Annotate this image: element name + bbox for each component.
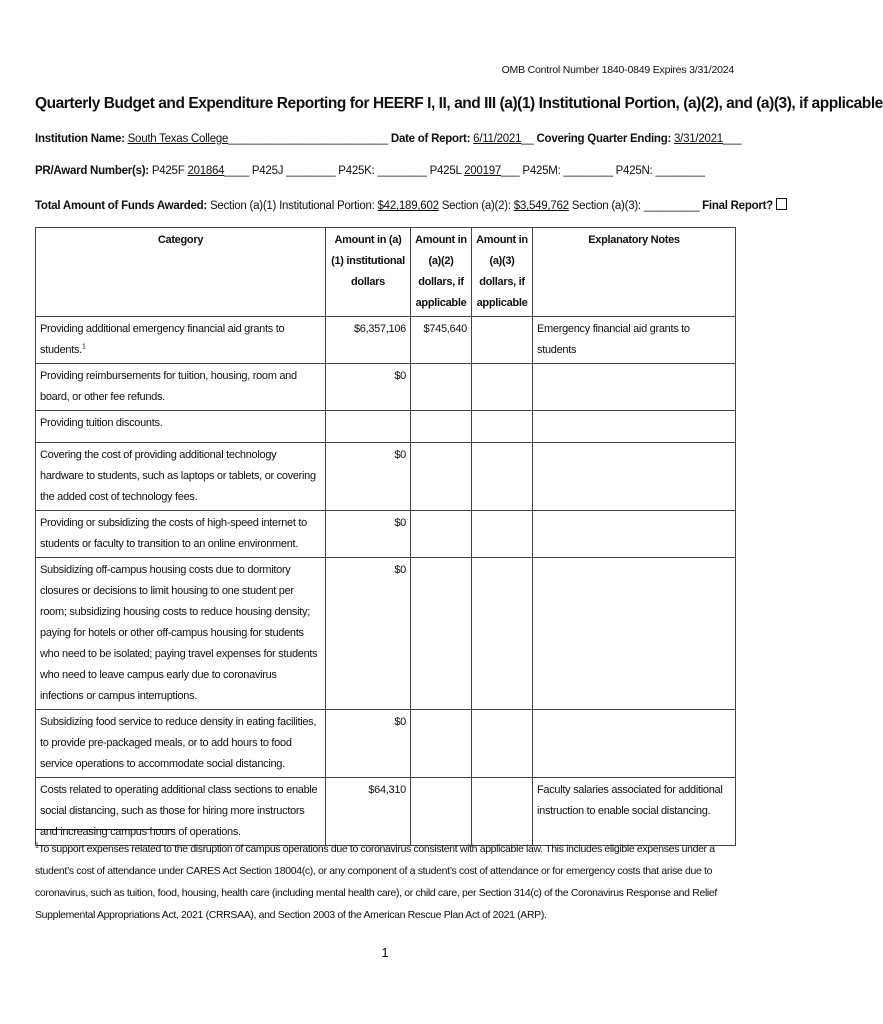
a3-section-blank: _________ bbox=[643, 200, 700, 212]
footnote-divider bbox=[35, 829, 175, 830]
institution-label: Institution Name: bbox=[35, 133, 125, 145]
amount-a3-cell bbox=[472, 778, 533, 846]
covering-quarter-value: 3/31/2021 bbox=[674, 133, 723, 145]
covering-quarter-label: Covering Quarter Ending: bbox=[536, 133, 672, 145]
a3-section-label: Section (a)(3): bbox=[571, 200, 641, 212]
budget-table bbox=[35, 227, 736, 846]
table-row bbox=[36, 317, 736, 364]
amount-a1-cell: $64,310 bbox=[326, 778, 411, 846]
amount-a2-cell bbox=[411, 364, 472, 411]
a1-section-value: $42,189,602 bbox=[377, 200, 439, 212]
notes-cell bbox=[533, 443, 736, 511]
amount-a1-cell: $0 bbox=[326, 710, 411, 778]
amount-a2-cell bbox=[411, 710, 472, 778]
amount-a3-cell bbox=[472, 364, 533, 411]
page-title: Quarterly Budget and Expenditure Reporting for HEERF I, II, and III (a)(1) Institutional Portion, (a)(2), and (a)(3), if applicable bbox=[35, 95, 883, 112]
amount-a2-cell bbox=[411, 511, 472, 558]
institution-line bbox=[35, 133, 741, 145]
omb-control-number: OMB Control Number 1840-0849 Expires 3/31/2024 bbox=[501, 64, 734, 76]
category-cell: Covering the cost of providing additional technology hardware to students, such as laptops or tablets, or covering the added cost of technology fees. bbox=[36, 443, 326, 511]
category-cell: Subsidizing off-campus housing costs due to dormitory closures or decisions to limit housing to one student per room; subsidizing housing costs to reduce housing density; paying for hotels or other off-campus housing for students who need to be isolated; paying travel expenses for students who need to leave campus early due to coronavirus infections or campus interruptions. bbox=[36, 558, 326, 710]
p425f-label: P425F bbox=[151, 165, 185, 177]
page-number: 1 bbox=[381, 945, 389, 960]
date-of-report-label: Date of Report: bbox=[390, 133, 471, 145]
category-cell: Costs related to operating additional class sections to enable social distancing, such as those for hiring more instructors and increasing campus hours of operations. bbox=[36, 778, 326, 846]
notes-cell: Faculty salaries associated for additional instruction to enable social distancing. bbox=[533, 778, 736, 846]
p425f-blank: ____ bbox=[224, 165, 249, 177]
p425l-label: P425L bbox=[429, 165, 462, 177]
header-amount-a3: Amount in (a)(3) dollars, if applicable bbox=[472, 228, 533, 317]
category-cell: Providing or subsidizing the costs of high-speed internet to students or faculty to transition to an online environment. bbox=[36, 511, 326, 558]
header-category: Category bbox=[36, 228, 326, 317]
p425l-value: 200197 bbox=[464, 165, 502, 177]
award-number-line bbox=[35, 165, 705, 177]
date-of-report-value: 6/11/2021 bbox=[473, 133, 522, 145]
amount-a2-cell: $745,640 bbox=[411, 317, 472, 364]
category-cell bbox=[36, 317, 326, 364]
table-row bbox=[36, 364, 736, 411]
p425m-label: P425M: bbox=[522, 165, 561, 177]
category-text: Providing additional emergency financial aid grants to students. bbox=[40, 323, 285, 356]
a2-section-value: $3,549,762 bbox=[513, 200, 569, 212]
amount-a3-cell bbox=[472, 317, 533, 364]
category-cell: Subsidizing food service to reduce density in eating facilities, to provide pre-packaged meals, or to add hours to food service operations to accommodate social distancing. bbox=[36, 710, 326, 778]
amount-a1-cell: $0 bbox=[326, 443, 411, 511]
p425j-blank: ________ bbox=[286, 165, 336, 177]
amount-a3-cell bbox=[472, 511, 533, 558]
amount-a3-cell bbox=[472, 411, 533, 443]
institution-blank: __________________________ bbox=[228, 133, 388, 145]
institution-value: South Texas College bbox=[127, 133, 229, 145]
amount-a2-cell bbox=[411, 411, 472, 443]
pr-award-label: PR/Award Number(s): bbox=[35, 165, 149, 177]
p425k-label: P425K: bbox=[338, 165, 375, 177]
notes-cell bbox=[533, 364, 736, 411]
notes-cell bbox=[533, 710, 736, 778]
p425f-value: 201864 bbox=[187, 165, 225, 177]
amount-a3-cell bbox=[472, 558, 533, 710]
amount-a1-cell: $0 bbox=[326, 558, 411, 710]
amount-a1-cell: $0 bbox=[326, 511, 411, 558]
footnote-ref: 1 bbox=[81, 343, 86, 351]
table-row bbox=[36, 710, 736, 778]
p425n-blank: ________ bbox=[655, 165, 705, 177]
total-funds-line bbox=[35, 198, 787, 212]
header-explanatory-notes: Explanatory Notes bbox=[533, 228, 736, 317]
amount-a2-cell bbox=[411, 778, 472, 846]
p425m-blank: ________ bbox=[563, 165, 613, 177]
notes-cell bbox=[533, 511, 736, 558]
table-row bbox=[36, 558, 736, 710]
date-blank: __ bbox=[521, 133, 534, 145]
final-report-checkbox[interactable] bbox=[776, 198, 787, 210]
header-amount-a1: Amount in (a)(1) institutional dollars bbox=[326, 228, 411, 317]
p425j-label: P425J bbox=[251, 165, 284, 177]
a1-section-label: Section (a)(1) Institutional Portion: bbox=[209, 200, 375, 212]
amount-a3-cell bbox=[472, 443, 533, 511]
p425n-label: P425N: bbox=[615, 165, 653, 177]
table-row bbox=[36, 443, 736, 511]
table-header-row bbox=[36, 228, 736, 317]
covering-blank: ___ bbox=[722, 133, 742, 145]
table-row bbox=[36, 511, 736, 558]
amount-a1-cell bbox=[326, 411, 411, 443]
footnote-text: To support expenses related to the disruption of campus operations due to coronavirus consistent with applicable law. This includes eligible expenses under a student’s cost of attendance under CARES Act Section 18004(c), or any component of a student’s cost of attendance or for emergency costs that arise due to coronavirus, such as tuition, food, housing, health care (including mental health care), or child care, per Section 314(c) of the Coronavirus Response and Relief Supplemental Appropriations Act, 2021 (CRRSAA), and Section 2003 of the American Rescue Plan Act of 2021 (ARP). bbox=[35, 843, 717, 921]
footnote-marker: 1 bbox=[35, 842, 39, 850]
footnote bbox=[35, 838, 735, 926]
table-row bbox=[36, 411, 736, 443]
amount-a3-cell bbox=[472, 710, 533, 778]
amount-a1-cell: $6,357,106 bbox=[326, 317, 411, 364]
amount-a2-cell bbox=[411, 443, 472, 511]
notes-cell: Emergency financial aid grants to students bbox=[533, 317, 736, 364]
category-cell: Providing reimbursements for tuition, housing, room and board, or other fee refunds. bbox=[36, 364, 326, 411]
amount-a1-cell: $0 bbox=[326, 364, 411, 411]
final-report-label: Final Report? bbox=[702, 200, 773, 212]
table-row bbox=[36, 778, 736, 846]
header-amount-a2: Amount in (a)(2) dollars, if applicable bbox=[411, 228, 472, 317]
p425k-blank: ________ bbox=[377, 165, 427, 177]
notes-cell bbox=[533, 558, 736, 710]
amount-a2-cell bbox=[411, 558, 472, 710]
total-funds-label: Total Amount of Funds Awarded: bbox=[35, 200, 208, 212]
notes-cell bbox=[533, 411, 736, 443]
a2-section-label: Section (a)(2): bbox=[441, 200, 511, 212]
category-cell: Providing tuition discounts. bbox=[36, 411, 326, 443]
p425l-blank: ___ bbox=[501, 165, 520, 177]
